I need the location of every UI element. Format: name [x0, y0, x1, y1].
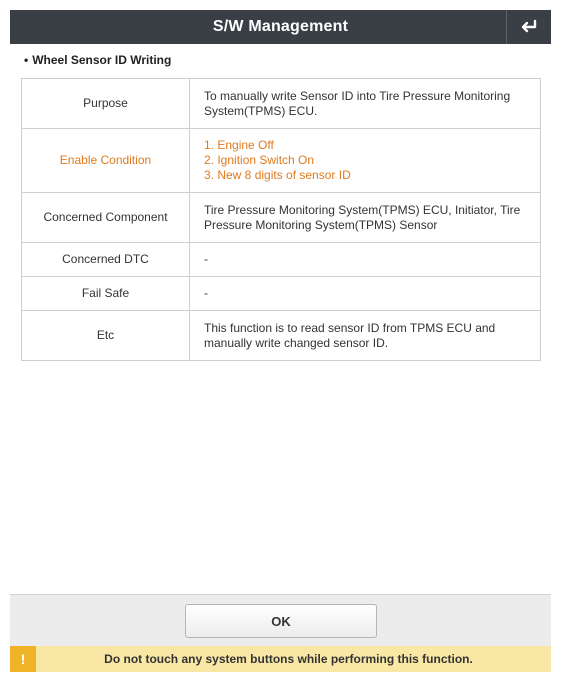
row-label: Fail Safe	[22, 277, 190, 311]
condition-line: 1. Engine Off	[204, 138, 274, 152]
row-value: Tire Pressure Monitoring System(TPMS) ECU, Initiator, Tire Pressure Monitoring System(TPMS) Sensor	[190, 193, 541, 243]
table-row	[22, 129, 541, 193]
row-label: Concerned Component	[22, 193, 190, 243]
table-row	[22, 277, 541, 311]
page-title: S/W Management	[212, 18, 349, 35]
section-bullet: •	[24, 53, 29, 67]
condition-line: 3. New 8 digits of sensor ID	[204, 168, 351, 182]
footer-bar	[10, 594, 551, 647]
row-value: To manually write Sensor ID into Tire Pressure Monitoring System(TPMS) ECU.	[190, 79, 541, 129]
warning-bar	[10, 646, 551, 672]
row-value	[190, 129, 541, 193]
back-button[interactable]	[506, 10, 551, 44]
row-value: -	[190, 277, 541, 311]
condition-line: 2. Ignition Switch On	[204, 153, 315, 167]
table-row	[22, 311, 541, 361]
row-label: Purpose	[22, 79, 190, 129]
section-title	[24, 53, 171, 67]
row-label: Enable Condition	[22, 129, 190, 193]
info-table	[21, 78, 541, 361]
row-label: Concerned DTC	[22, 243, 190, 277]
warning-icon: !	[10, 646, 36, 672]
row-label: Etc	[22, 311, 190, 361]
warning-text: Do not touch any system buttons while performing this function.	[104, 652, 473, 666]
ok-button[interactable]: OK	[185, 604, 377, 638]
section-title-text: Wheel Sensor ID Writing	[32, 53, 172, 67]
return-arrow-icon	[519, 19, 539, 35]
table-row	[22, 79, 541, 129]
title-bar	[10, 10, 551, 44]
row-value: -	[190, 243, 541, 277]
table-row	[22, 243, 541, 277]
row-value: This function is to read sensor ID from TPMS ECU and manually write changed sensor ID.	[190, 311, 541, 361]
table-row	[22, 193, 541, 243]
